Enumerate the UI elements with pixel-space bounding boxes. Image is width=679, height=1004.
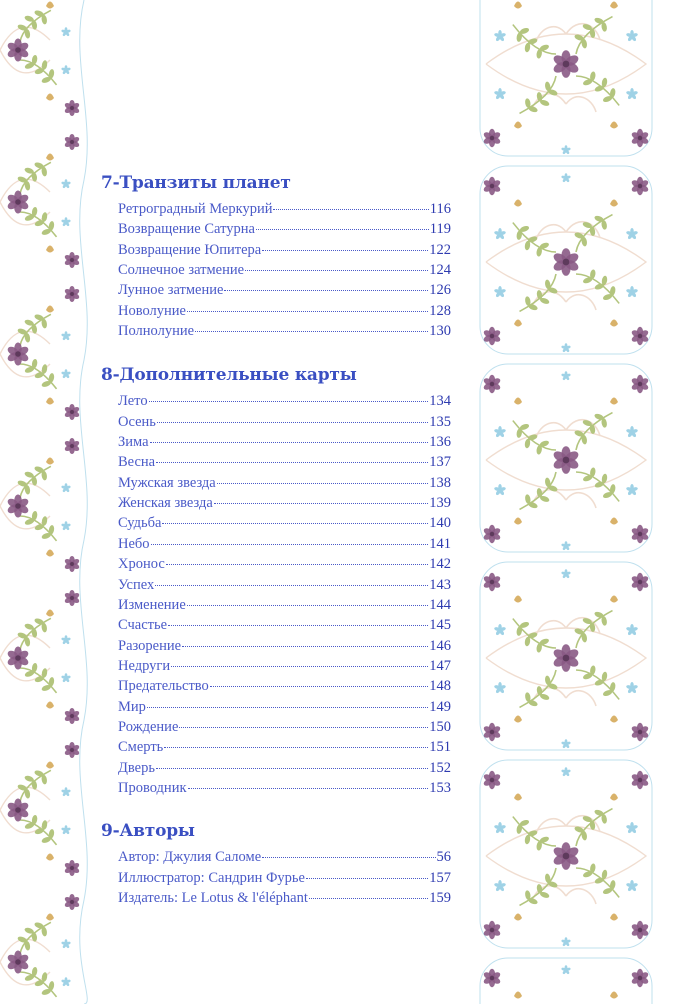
flower-icon — [6, 799, 30, 822]
entry-page-number: 135 — [429, 413, 451, 430]
floral-tile — [0, 742, 80, 876]
entry-label: Счастье — [118, 617, 168, 634]
leaf-sprig-icon — [564, 6, 618, 56]
leaf-sprig-icon — [574, 62, 628, 112]
entry-page-number: 145 — [429, 617, 451, 634]
dot-leader — [306, 877, 428, 879]
floral-tile — [0, 134, 80, 268]
star-dot-icon — [626, 822, 638, 834]
dot-leader — [156, 461, 428, 463]
entry-label: Изменение — [118, 596, 186, 613]
leaf-sprig-icon — [504, 810, 558, 860]
flower-icon — [64, 100, 81, 116]
flower-icon — [631, 375, 650, 393]
entry-label: Смерть — [118, 739, 164, 756]
dot-leader — [187, 604, 428, 606]
flower-icon — [64, 742, 81, 758]
toc-entry[interactable] — [118, 513, 451, 533]
entry-page-number: 150 — [429, 718, 451, 735]
star-dot-icon — [61, 65, 71, 75]
toc-entry[interactable] — [118, 737, 451, 757]
entry-label: Весна — [118, 454, 156, 471]
star-dot-icon — [561, 371, 571, 381]
dot-leader — [162, 522, 428, 524]
dot-leader — [171, 665, 428, 667]
entry-page-number: 126 — [429, 282, 451, 299]
entry-page-number: 136 — [429, 434, 451, 451]
leaf-sprig-icon — [514, 272, 568, 322]
toc-entry[interactable] — [118, 280, 451, 300]
flower-icon — [64, 286, 81, 302]
flower-icon — [631, 969, 650, 987]
star-dot-icon — [61, 521, 71, 531]
toc-section-8 — [101, 364, 451, 798]
star-dot-icon — [61, 27, 71, 37]
dot-leader — [214, 502, 428, 504]
star-dot-icon — [61, 825, 71, 835]
star-dot-icon — [494, 30, 506, 42]
dot-leader — [166, 563, 428, 565]
flower-icon — [64, 438, 81, 454]
star-dot-icon — [561, 343, 571, 353]
leaf-sprig-icon — [504, 216, 558, 266]
star-dot-icon — [561, 965, 571, 975]
leaf-sprig-icon — [514, 74, 568, 124]
entry-page-number: 130 — [429, 323, 451, 340]
star-dot-icon — [494, 426, 506, 438]
toc-entry[interactable] — [118, 534, 451, 554]
entries-list — [118, 199, 451, 341]
leaf-sprig-icon — [564, 996, 618, 1004]
entry-label: Предательство — [118, 678, 209, 695]
star-dot-icon — [561, 569, 571, 579]
section-title: 9-Авторы — [101, 821, 195, 842]
leaf-sprig-icon — [514, 866, 568, 916]
leaf-sprig-icon — [574, 260, 628, 310]
toc-entry[interactable] — [118, 391, 451, 411]
entry-page-number: 157 — [429, 869, 451, 886]
leaf-sprig-icon — [564, 798, 618, 848]
entry-page-number: 146 — [429, 637, 451, 654]
floral-tile — [0, 894, 80, 1004]
entry-page-number: 140 — [429, 515, 451, 532]
star-dot-icon — [626, 484, 638, 496]
entry-label: Лунное затмение — [118, 282, 224, 299]
leaf-sprig-icon — [574, 854, 628, 904]
toc-entry[interactable] — [118, 575, 451, 595]
entry-label: Проводник — [118, 779, 187, 796]
flower-icon — [483, 375, 502, 393]
flower-icon — [483, 771, 502, 789]
toc-entry[interactable] — [118, 656, 451, 676]
entry-page-number: 149 — [429, 698, 451, 715]
star-dot-icon — [61, 635, 71, 645]
flower-icon — [552, 248, 580, 276]
flower-icon — [6, 191, 30, 214]
flower-icon — [64, 252, 81, 268]
toc-entry[interactable] — [118, 676, 451, 696]
star-dot-icon — [626, 880, 638, 892]
flower-icon — [6, 39, 30, 62]
flower-icon — [631, 177, 650, 195]
section-title: 8-Дополнительные карты — [101, 365, 357, 386]
dot-leader — [217, 482, 429, 484]
star-dot-icon — [61, 217, 71, 227]
flower-icon — [64, 590, 81, 606]
section-title: 7-Транзиты планет — [101, 173, 291, 193]
floral-tile — [480, 958, 652, 1004]
star-dot-icon — [561, 541, 571, 551]
star-dot-icon — [494, 286, 506, 298]
flower-icon — [631, 573, 650, 591]
entry-label: Небо — [118, 535, 150, 552]
star-dot-icon — [626, 88, 638, 100]
star-dot-icon — [61, 787, 71, 797]
star-dot-icon — [626, 682, 638, 694]
flower-icon — [483, 573, 502, 591]
dot-leader — [155, 584, 428, 586]
entry-page-number: 141 — [429, 535, 451, 552]
leaf-sprig-icon — [564, 402, 618, 452]
dot-leader — [156, 767, 428, 769]
flower-icon — [64, 860, 81, 876]
toc-entry[interactable] — [118, 199, 451, 219]
star-dot-icon — [494, 822, 506, 834]
flower-icon — [483, 969, 502, 987]
entry-page-number: 153 — [429, 779, 451, 796]
entry-label: Возвращение Юпитера — [118, 241, 262, 258]
dot-leader — [157, 421, 428, 423]
star-dot-icon — [494, 484, 506, 496]
flower-icon — [64, 894, 81, 910]
entry-page-number: 142 — [429, 556, 451, 573]
dot-leader — [187, 310, 428, 312]
star-dot-icon — [494, 682, 506, 694]
dot-leader — [182, 645, 428, 647]
entry-label: Успех — [118, 576, 155, 593]
toc-entry[interactable] — [118, 493, 451, 513]
entry-label: Возвращение Сатурна — [118, 221, 255, 238]
flower-icon — [552, 842, 580, 870]
star-dot-icon — [626, 624, 638, 636]
star-dot-icon — [561, 145, 571, 155]
toc-entry[interactable] — [118, 301, 451, 321]
toc-entry[interactable] — [118, 847, 451, 867]
right-floral-border — [472, 0, 679, 1004]
leaf-sprig-icon — [514, 668, 568, 718]
table-of-contents — [101, 172, 451, 908]
entry-page-number: 56 — [436, 849, 451, 866]
floral-tile — [480, 364, 652, 552]
toc-entry[interactable] — [118, 868, 451, 888]
toc-entry[interactable] — [118, 888, 451, 908]
flower-icon — [64, 708, 81, 724]
dot-leader — [224, 289, 428, 291]
toc-entry[interactable] — [118, 758, 451, 778]
dot-leader — [151, 543, 429, 545]
dot-leader — [150, 441, 429, 443]
star-dot-icon — [61, 369, 71, 379]
star-dot-icon — [494, 880, 506, 892]
toc-entry[interactable] — [118, 260, 451, 280]
star-dot-icon — [61, 483, 71, 493]
flower-icon — [6, 343, 30, 366]
entry-page-number: 124 — [429, 262, 451, 279]
floral-tile — [480, 0, 652, 156]
entry-page-number: 137 — [429, 454, 451, 471]
floral-tile — [0, 590, 80, 724]
entry-label: Лето — [118, 393, 148, 410]
star-dot-icon — [494, 228, 506, 240]
entry-label: Издатель: Le Lotus & l'éléphant — [118, 889, 308, 906]
flower-icon — [64, 404, 81, 420]
star-dot-icon — [561, 937, 571, 947]
star-dot-icon — [494, 624, 506, 636]
toc-entry[interactable] — [118, 554, 451, 574]
entry-label: Рождение — [118, 718, 179, 735]
toc-entry[interactable] — [118, 240, 451, 260]
entry-page-number: 128 — [429, 302, 451, 319]
leaf-sprig-icon — [514, 470, 568, 520]
toc-section-9 — [101, 820, 451, 908]
leaf-sprig-icon — [564, 600, 618, 650]
entry-page-number: 122 — [429, 241, 451, 258]
entry-page-number: 119 — [429, 221, 451, 238]
entry-page-number: 138 — [429, 474, 451, 491]
entry-label: Автор: Джулия Саломе — [118, 849, 262, 866]
dot-leader — [273, 208, 428, 210]
flower-icon — [64, 556, 81, 572]
floral-tile — [0, 0, 80, 116]
toc-entry[interactable] — [118, 219, 451, 239]
dot-leader — [188, 787, 429, 789]
entry-label: Хронос — [118, 556, 165, 573]
star-dot-icon — [494, 88, 506, 100]
dot-leader — [195, 330, 428, 332]
entry-page-number: 144 — [429, 596, 451, 613]
toc-section-7 — [101, 172, 451, 341]
flower-icon — [6, 951, 30, 974]
leaf-sprig-icon — [574, 656, 628, 706]
toc-entry[interactable] — [118, 697, 451, 717]
dot-leader — [147, 706, 428, 708]
toc-entry[interactable] — [118, 717, 451, 737]
star-dot-icon — [626, 30, 638, 42]
entry-label: Солнечное затмение — [118, 262, 245, 279]
star-dot-icon — [561, 739, 571, 749]
dot-leader — [262, 249, 428, 251]
flower-icon — [552, 644, 580, 672]
entry-page-number: 116 — [429, 201, 451, 217]
dot-leader — [149, 400, 429, 402]
entry-page-number: 143 — [429, 576, 451, 593]
floral-tile — [0, 438, 80, 572]
dot-leader — [210, 685, 428, 687]
dot-leader — [168, 624, 428, 626]
flower-icon — [552, 446, 580, 474]
flower-icon — [552, 50, 580, 78]
star-dot-icon — [61, 673, 71, 683]
leaf-sprig-icon — [504, 612, 558, 662]
entry-page-number: 152 — [429, 759, 451, 776]
toc-entry[interactable] — [118, 452, 451, 472]
entry-label: Полнолуние — [118, 323, 195, 340]
floral-tile — [480, 760, 652, 948]
dot-leader — [245, 269, 428, 271]
entry-label: Судьба — [118, 515, 162, 532]
entry-page-number: 139 — [429, 495, 451, 512]
star-dot-icon — [61, 179, 71, 189]
entry-label: Мужская звезда — [118, 474, 216, 491]
leaf-sprig-icon — [574, 458, 628, 508]
entry-page-number: 134 — [429, 393, 451, 410]
dot-leader — [256, 228, 429, 230]
star-dot-icon — [626, 426, 638, 438]
dot-leader — [179, 726, 428, 728]
star-dot-icon — [561, 767, 571, 777]
flower-icon — [64, 134, 81, 150]
entries-list — [118, 391, 451, 798]
star-dot-icon — [626, 228, 638, 240]
entry-page-number: 151 — [429, 739, 451, 756]
leaf-sprig-icon — [504, 414, 558, 464]
toc-entry[interactable] — [118, 412, 451, 432]
floral-tile — [0, 286, 80, 420]
toc-entry[interactable] — [118, 432, 451, 452]
flower-icon — [6, 495, 30, 518]
flower-icon — [483, 177, 502, 195]
entries-list — [118, 847, 451, 908]
entry-page-number: 159 — [429, 889, 451, 906]
star-dot-icon — [561, 173, 571, 183]
floral-tile — [480, 562, 652, 750]
entry-label: Дверь — [118, 759, 155, 776]
flower-icon — [631, 771, 650, 789]
star-dot-icon — [626, 286, 638, 298]
toc-entry[interactable] — [118, 778, 451, 798]
toc-entry[interactable] — [118, 473, 451, 493]
entry-label: Недруги — [118, 657, 171, 674]
floral-tile — [480, 166, 652, 354]
entry-label: Новолуние — [118, 302, 186, 319]
entry-label: Разорение — [118, 637, 182, 654]
left-floral-border — [0, 0, 92, 1004]
star-dot-icon — [61, 939, 71, 949]
entry-label: Осень — [118, 413, 156, 430]
toc-entry[interactable] — [118, 615, 451, 635]
entry-label: Ретроградный Меркурий — [118, 201, 273, 217]
dot-leader — [309, 897, 428, 899]
leaf-sprig-icon — [564, 204, 618, 254]
entry-page-number: 147 — [429, 657, 451, 674]
star-dot-icon — [61, 331, 71, 341]
toc-entry[interactable] — [118, 321, 451, 341]
toc-entry[interactable] — [118, 595, 451, 615]
entry-label: Мир — [118, 698, 146, 715]
entry-label: Иллюстратор: Сандрин Фурье — [118, 869, 305, 886]
leaf-sprig-icon — [504, 18, 558, 68]
flower-icon — [6, 647, 30, 670]
dot-leader — [164, 746, 428, 748]
entry-label: Женская звезда — [118, 495, 213, 512]
toc-entry[interactable] — [118, 636, 451, 656]
entry-page-number: 148 — [429, 678, 451, 695]
entry-label: Зима — [118, 434, 149, 451]
star-dot-icon — [61, 977, 71, 987]
dot-leader — [262, 856, 435, 858]
